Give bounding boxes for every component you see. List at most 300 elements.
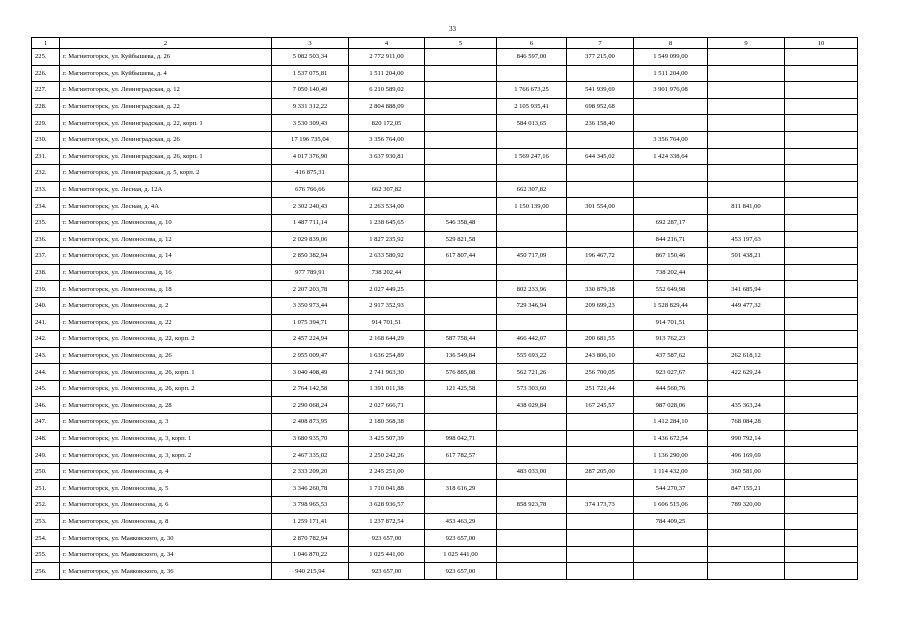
address-cell: г. Магнитогорск, ул. Куйбышева, д. 26 bbox=[60, 49, 272, 66]
row-number-cell: 243. bbox=[32, 347, 60, 364]
amount-cell: 789 320,00 bbox=[708, 497, 785, 514]
amount-cell: 3 350 973,44 bbox=[272, 297, 349, 314]
table-row bbox=[32, 347, 858, 364]
table-row bbox=[32, 380, 858, 397]
table-row bbox=[32, 65, 858, 82]
amount-cell bbox=[567, 131, 634, 148]
amount-cell bbox=[785, 347, 858, 364]
amount-cell: 587 758,44 bbox=[425, 331, 497, 348]
amount-cell bbox=[425, 198, 497, 215]
column-header: 4 bbox=[349, 38, 425, 49]
column-header: 3 bbox=[272, 38, 349, 49]
amount-cell: 1 238 645,65 bbox=[349, 214, 425, 231]
amount-cell: 676 766,66 bbox=[272, 181, 349, 198]
table-row bbox=[32, 430, 858, 447]
address-cell: г. Магнитогорск, ул. Ленинградская, д. 26 bbox=[60, 131, 272, 148]
amount-cell: 496 169,69 bbox=[708, 447, 785, 464]
amount-cell: 738 202,44 bbox=[349, 264, 425, 281]
amount-cell: 2 850 382,94 bbox=[272, 248, 349, 265]
row-number-cell: 244. bbox=[32, 364, 60, 381]
amount-cell: 196 467,72 bbox=[567, 248, 634, 265]
amount-cell: 483 033,00 bbox=[497, 463, 567, 480]
amount-cell: 2 772 911,00 bbox=[349, 49, 425, 66]
amount-cell bbox=[785, 414, 858, 431]
amount-cell: 1 412 284,10 bbox=[634, 414, 708, 431]
amount-cell: 802 233,96 bbox=[497, 281, 567, 298]
amount-cell: 562 721,26 bbox=[497, 364, 567, 381]
amount-cell bbox=[634, 98, 708, 115]
amount-cell: 1 528 829,44 bbox=[634, 297, 708, 314]
amount-cell: 662 307,82 bbox=[497, 181, 567, 198]
amount-cell bbox=[708, 264, 785, 281]
amount-cell bbox=[567, 563, 634, 580]
row-number-cell: 238. bbox=[32, 264, 60, 281]
amount-cell bbox=[708, 563, 785, 580]
row-number-cell: 253. bbox=[32, 513, 60, 530]
amount-cell: 200 681,55 bbox=[567, 331, 634, 348]
amount-cell bbox=[708, 181, 785, 198]
amount-cell: 330 879,38 bbox=[567, 281, 634, 298]
amount-cell: 4 017 376,90 bbox=[272, 148, 349, 165]
table-row bbox=[32, 447, 858, 464]
address-cell: г. Магнитогорск, ул. Ломоносова, д. 16 bbox=[60, 264, 272, 281]
table-row bbox=[32, 530, 858, 547]
address-cell: г. Магнитогорск, ул. Ломоносова, д. 14 bbox=[60, 248, 272, 265]
amount-cell: 2 029 839,06 bbox=[272, 231, 349, 248]
address-cell: г. Магнитогорск, ул. Куйбышева, д. 4 bbox=[60, 65, 272, 82]
amount-cell bbox=[425, 463, 497, 480]
table-row bbox=[32, 131, 858, 148]
amount-cell bbox=[567, 546, 634, 563]
amount-cell: 2 027 666,71 bbox=[349, 397, 425, 414]
row-number-cell: 249. bbox=[32, 447, 60, 464]
amount-cell: 1 710 041,88 bbox=[349, 480, 425, 497]
amount-cell bbox=[634, 546, 708, 563]
amount-cell: 867 150,46 bbox=[634, 248, 708, 265]
amount-cell bbox=[567, 530, 634, 547]
amount-cell: 3 901 976,08 bbox=[634, 82, 708, 99]
amount-cell: 1 046 870,22 bbox=[272, 546, 349, 563]
amount-cell bbox=[708, 98, 785, 115]
amount-cell bbox=[785, 447, 858, 464]
amount-cell: 923 657,00 bbox=[425, 563, 497, 580]
amount-cell bbox=[785, 530, 858, 547]
amount-cell: 2 804 888,09 bbox=[349, 98, 425, 115]
amount-cell: 2 764 142,58 bbox=[272, 380, 349, 397]
amount-cell: 1 025 441,00 bbox=[425, 546, 497, 563]
address-cell: г. Магнитогорск, ул. Ленинградская, д. 5, корп. 2 bbox=[60, 165, 272, 182]
amount-cell: 437 587,62 bbox=[634, 347, 708, 364]
row-number-cell: 252. bbox=[32, 497, 60, 514]
amount-cell: 617 782,57 bbox=[425, 447, 497, 464]
amount-cell: 844 216,71 bbox=[634, 231, 708, 248]
row-number-cell: 254. bbox=[32, 530, 60, 547]
amount-cell: 2 633 580,92 bbox=[349, 248, 425, 265]
amount-cell bbox=[425, 314, 497, 331]
amount-cell: 1 025 441,00 bbox=[349, 546, 425, 563]
amount-cell: 5 082 503,34 bbox=[272, 49, 349, 66]
amount-cell: 3 040 408,49 bbox=[272, 364, 349, 381]
amount-cell: 923 027,67 bbox=[634, 364, 708, 381]
amount-cell: 1 636 254,89 bbox=[349, 347, 425, 364]
amount-cell: 377 215,00 bbox=[567, 49, 634, 66]
amount-cell: 243 806,10 bbox=[567, 347, 634, 364]
amount-cell bbox=[497, 131, 567, 148]
amount-cell: 3 530 309,43 bbox=[272, 115, 349, 132]
amount-cell: 529 821,58 bbox=[425, 231, 497, 248]
amount-cell: 1 424 338,64 bbox=[634, 148, 708, 165]
amount-cell bbox=[425, 98, 497, 115]
amount-cell: 1 537 075,81 bbox=[272, 65, 349, 82]
row-number-cell: 226. bbox=[32, 65, 60, 82]
address-cell: г. Магнитогорск, ул. Лесная, д. 12А bbox=[60, 181, 272, 198]
amount-cell: 3 680 935,70 bbox=[272, 430, 349, 447]
amount-cell: 422 629,24 bbox=[708, 364, 785, 381]
row-number-cell: 230. bbox=[32, 131, 60, 148]
address-cell: г. Магнитогорск, ул. Ломоносова, д. 26 bbox=[60, 347, 272, 364]
amount-cell: 17 196 735,04 bbox=[272, 131, 349, 148]
amount-cell bbox=[497, 447, 567, 464]
row-number-cell: 246. bbox=[32, 397, 60, 414]
amount-cell: 3 637 930,81 bbox=[349, 148, 425, 165]
amount-cell bbox=[425, 165, 497, 182]
column-header: 8 bbox=[634, 38, 708, 49]
address-cell: г. Магнитогорск, ул. Лесная, д. 4А bbox=[60, 198, 272, 215]
amount-cell: 453 197,63 bbox=[708, 231, 785, 248]
amount-cell: 584 013,65 bbox=[497, 115, 567, 132]
amount-cell bbox=[785, 546, 858, 563]
amount-cell bbox=[708, 65, 785, 82]
amount-cell: 914 701,51 bbox=[349, 314, 425, 331]
table-row bbox=[32, 264, 858, 281]
amount-cell: 784 409,25 bbox=[634, 513, 708, 530]
row-number-cell: 248. bbox=[32, 430, 60, 447]
amount-cell: 435 363,24 bbox=[708, 397, 785, 414]
address-cell: г. Магнитогорск, ул. Ломоносова, д. 4 bbox=[60, 463, 272, 480]
amount-cell: 2 467 335,02 bbox=[272, 447, 349, 464]
amount-cell: 2 250 242,26 bbox=[349, 447, 425, 464]
address-cell: г. Магнитогорск, ул. Ленинградская, д. 12 bbox=[60, 82, 272, 99]
amount-cell: 121 425,58 bbox=[425, 380, 497, 397]
table-row bbox=[32, 397, 858, 414]
address-cell: г. Магнитогорск, ул. Маяковского, д. 34 bbox=[60, 546, 272, 563]
amount-cell bbox=[567, 181, 634, 198]
amount-cell bbox=[634, 181, 708, 198]
address-cell: г. Магнитогорск, ул. Ломоносова, д. 8 bbox=[60, 513, 272, 530]
amount-cell bbox=[708, 49, 785, 66]
row-number-cell: 236. bbox=[32, 231, 60, 248]
address-cell: г. Магнитогорск, ул. Ломоносова, д. 28 bbox=[60, 397, 272, 414]
table-row bbox=[32, 231, 858, 248]
amount-cell: 1 606 515,06 bbox=[634, 497, 708, 514]
amount-cell bbox=[634, 198, 708, 215]
row-number-cell: 235. bbox=[32, 214, 60, 231]
amount-cell: 923 657,00 bbox=[349, 530, 425, 547]
amount-cell: 2 180 368,38 bbox=[349, 414, 425, 431]
amount-cell bbox=[634, 563, 708, 580]
amount-cell bbox=[567, 447, 634, 464]
amount-cell: 1 511 204,00 bbox=[349, 65, 425, 82]
amount-cell bbox=[567, 231, 634, 248]
amount-cell bbox=[567, 264, 634, 281]
amount-cell bbox=[425, 65, 497, 82]
amount-cell bbox=[708, 530, 785, 547]
amount-cell bbox=[567, 314, 634, 331]
amount-cell bbox=[567, 165, 634, 182]
amount-cell bbox=[425, 181, 497, 198]
amount-cell: 444 560,76 bbox=[634, 380, 708, 397]
table-row bbox=[32, 513, 858, 530]
amount-cell bbox=[349, 165, 425, 182]
table-row bbox=[32, 563, 858, 580]
amount-cell bbox=[425, 115, 497, 132]
amount-cell bbox=[785, 463, 858, 480]
row-number-cell: 239. bbox=[32, 281, 60, 298]
amount-cell bbox=[425, 397, 497, 414]
amount-cell bbox=[785, 397, 858, 414]
amount-cell: 360 581,00 bbox=[708, 463, 785, 480]
amount-cell bbox=[567, 214, 634, 231]
address-cell: г. Магнитогорск, ул. Ломоносова, д. 12 bbox=[60, 231, 272, 248]
row-number-cell: 251. bbox=[32, 480, 60, 497]
amount-cell bbox=[567, 65, 634, 82]
row-number-cell: 255. bbox=[32, 546, 60, 563]
table-row bbox=[32, 148, 858, 165]
amount-cell bbox=[785, 115, 858, 132]
table-body bbox=[32, 49, 858, 580]
address-cell: г. Магнитогорск, ул. Ломоносова, д. 26, корп. 2 bbox=[60, 380, 272, 397]
amount-cell bbox=[497, 513, 567, 530]
amount-cell: 738 202,44 bbox=[634, 264, 708, 281]
amount-cell bbox=[634, 530, 708, 547]
amount-cell: 256 700,05 bbox=[567, 364, 634, 381]
amount-cell bbox=[708, 131, 785, 148]
table-row bbox=[32, 297, 858, 314]
amount-cell: 1 827 235,92 bbox=[349, 231, 425, 248]
amount-cell bbox=[708, 331, 785, 348]
amount-cell: 847 155,21 bbox=[708, 480, 785, 497]
amount-cell: 2 917 352,93 bbox=[349, 297, 425, 314]
amount-cell: 262 618,12 bbox=[708, 347, 785, 364]
table-row bbox=[32, 49, 858, 66]
amount-cell: 450 717,09 bbox=[497, 248, 567, 265]
amount-cell: 977 789,91 bbox=[272, 264, 349, 281]
table-row bbox=[32, 98, 858, 115]
column-header: 10 bbox=[785, 38, 858, 49]
address-cell: г. Магнитогорск, ул. Ломоносова, д. 3, корп. 1 bbox=[60, 430, 272, 447]
amount-cell: 438 029,84 bbox=[497, 397, 567, 414]
amount-cell: 552 649,98 bbox=[634, 281, 708, 298]
amount-cell: 923 657,00 bbox=[425, 530, 497, 547]
table-row bbox=[32, 281, 858, 298]
address-cell: г. Магнитогорск, ул. Ленинградская, д. 26, корп. 1 bbox=[60, 148, 272, 165]
column-header: 1 bbox=[32, 38, 60, 49]
amount-cell: 913 762,23 bbox=[634, 331, 708, 348]
amount-cell: 1 511 204,00 bbox=[634, 65, 708, 82]
row-number-cell: 228. bbox=[32, 98, 60, 115]
amount-cell: 2 168 644,29 bbox=[349, 331, 425, 348]
amount-cell: 136 549,84 bbox=[425, 347, 497, 364]
amount-cell: 7 050 140,49 bbox=[272, 82, 349, 99]
row-number-cell: 231. bbox=[32, 148, 60, 165]
amount-cell bbox=[497, 314, 567, 331]
address-cell: г. Магнитогорск, ул. Ленинградская, д. 22 bbox=[60, 98, 272, 115]
amount-cell: 2 870 782,94 bbox=[272, 530, 349, 547]
amount-cell: 544 270,37 bbox=[634, 480, 708, 497]
amount-cell bbox=[785, 248, 858, 265]
row-number-cell: 245. bbox=[32, 380, 60, 397]
amount-cell: 662 307,82 bbox=[349, 181, 425, 198]
amount-cell bbox=[785, 49, 858, 66]
amount-cell bbox=[425, 131, 497, 148]
amount-cell bbox=[785, 430, 858, 447]
amount-cell: 3 425 507,39 bbox=[349, 430, 425, 447]
amount-cell: 573 303,60 bbox=[497, 380, 567, 397]
amount-cell: 287 205,00 bbox=[567, 463, 634, 480]
amount-cell: 2 263 534,00 bbox=[349, 198, 425, 215]
amount-cell: 1 075 394,71 bbox=[272, 314, 349, 331]
amount-cell bbox=[497, 530, 567, 547]
amount-cell bbox=[785, 131, 858, 148]
amount-cell: 501 438,21 bbox=[708, 248, 785, 265]
amount-cell: 2 741 963,30 bbox=[349, 364, 425, 381]
address-cell: г. Магнитогорск, ул. Ломоносова, д. 26, корп. 1 bbox=[60, 364, 272, 381]
amount-cell: 453 463,29 bbox=[425, 513, 497, 530]
amount-cell: 1 259 171,41 bbox=[272, 513, 349, 530]
amount-cell bbox=[785, 513, 858, 530]
amount-cell bbox=[785, 198, 858, 215]
amount-cell bbox=[785, 497, 858, 514]
amount-cell bbox=[785, 264, 858, 281]
amount-cell: 209 699,23 bbox=[567, 297, 634, 314]
amount-cell bbox=[497, 264, 567, 281]
address-cell: г. Магнитогорск, ул. Ломоносова, д. 3, корп. 2 bbox=[60, 447, 272, 464]
column-header: 9 bbox=[708, 38, 785, 49]
amount-cell: 2 457 224,94 bbox=[272, 331, 349, 348]
amount-cell bbox=[425, 148, 497, 165]
amount-cell: 2 207 203,78 bbox=[272, 281, 349, 298]
amount-cell: 416 875,31 bbox=[272, 165, 349, 182]
table-row bbox=[32, 546, 858, 563]
row-number-cell: 237. bbox=[32, 248, 60, 265]
address-cell: г. Магнитогорск, ул. Ломоносова, д. 22, корп. 2 bbox=[60, 331, 272, 348]
amount-cell bbox=[785, 82, 858, 99]
amount-cell bbox=[708, 380, 785, 397]
amount-cell: 846 597,00 bbox=[497, 49, 567, 66]
amount-cell: 318 616,29 bbox=[425, 480, 497, 497]
amount-cell: 251 721,44 bbox=[567, 380, 634, 397]
row-number-cell: 247. bbox=[32, 414, 60, 431]
amount-cell bbox=[567, 480, 634, 497]
amount-cell: 1 237 872,54 bbox=[349, 513, 425, 530]
address-cell: г. Магнитогорск, ул. Маяковского, д. 30 bbox=[60, 530, 272, 547]
amount-cell bbox=[785, 165, 858, 182]
table-row bbox=[32, 165, 858, 182]
amount-cell bbox=[785, 297, 858, 314]
amount-cell bbox=[497, 563, 567, 580]
amount-cell bbox=[425, 497, 497, 514]
amount-cell: 617 807,44 bbox=[425, 248, 497, 265]
amount-cell bbox=[785, 331, 858, 348]
amount-cell bbox=[708, 165, 785, 182]
amount-cell: 576 885,08 bbox=[425, 364, 497, 381]
row-number-cell: 232. bbox=[32, 165, 60, 182]
table-row bbox=[32, 414, 858, 431]
amount-cell: 301 554,00 bbox=[567, 198, 634, 215]
table-row bbox=[32, 248, 858, 265]
row-number-cell: 240. bbox=[32, 297, 60, 314]
amount-cell: 1 150 139,00 bbox=[497, 198, 567, 215]
table-row bbox=[32, 331, 858, 348]
amount-cell: 541 939,69 bbox=[567, 82, 634, 99]
address-cell: г. Магнитогорск, ул. Ломоносова, д. 22 bbox=[60, 314, 272, 331]
address-cell: г. Магнитогорск, ул. Маяковского, д. 36 bbox=[60, 563, 272, 580]
column-header: 2 bbox=[60, 38, 272, 49]
amount-cell: 449 477,32 bbox=[708, 297, 785, 314]
amount-cell: 990 792,14 bbox=[708, 430, 785, 447]
table-row bbox=[32, 497, 858, 514]
amount-cell bbox=[425, 264, 497, 281]
table-row bbox=[32, 198, 858, 215]
amount-cell: 3 346 260,78 bbox=[272, 480, 349, 497]
amount-cell bbox=[497, 546, 567, 563]
address-cell: г. Магнитогорск, ул. Ломоносова, д. 2 bbox=[60, 297, 272, 314]
amount-cell bbox=[497, 231, 567, 248]
amount-cell bbox=[785, 314, 858, 331]
amount-cell: 1 549 099,00 bbox=[634, 49, 708, 66]
amount-cell bbox=[425, 297, 497, 314]
amount-cell bbox=[634, 165, 708, 182]
amount-cell bbox=[497, 165, 567, 182]
amount-cell bbox=[567, 414, 634, 431]
row-number-cell: 233. bbox=[32, 181, 60, 198]
amount-cell bbox=[785, 65, 858, 82]
amount-cell: 3 798 965,53 bbox=[272, 497, 349, 514]
row-number-cell: 227. bbox=[32, 82, 60, 99]
amount-cell bbox=[567, 430, 634, 447]
amount-cell bbox=[497, 414, 567, 431]
amount-cell: 914 701,51 bbox=[634, 314, 708, 331]
amount-cell: 1 766 673,25 bbox=[497, 82, 567, 99]
amount-cell bbox=[785, 231, 858, 248]
column-header: 6 bbox=[497, 38, 567, 49]
amount-cell: 698 952,68 bbox=[567, 98, 634, 115]
amount-cell bbox=[425, 414, 497, 431]
amount-cell bbox=[425, 49, 497, 66]
address-cell: г. Магнитогорск, ул. Ленинградская, д. 22, корп. 1 bbox=[60, 115, 272, 132]
amount-cell: 644 345,02 bbox=[567, 148, 634, 165]
amount-cell bbox=[785, 98, 858, 115]
amount-cell: 374 173,73 bbox=[567, 497, 634, 514]
amount-cell: 3 356 764,00 bbox=[634, 131, 708, 148]
amount-cell bbox=[708, 214, 785, 231]
amount-cell: 820 172,05 bbox=[349, 115, 425, 132]
amount-cell: 1 391 011,38 bbox=[349, 380, 425, 397]
table-row bbox=[32, 214, 858, 231]
amount-cell: 466 442,07 bbox=[497, 331, 567, 348]
row-number-cell: 241. bbox=[32, 314, 60, 331]
amount-cell: 2 105 935,41 bbox=[497, 98, 567, 115]
amount-cell bbox=[708, 82, 785, 99]
amount-cell: 2 290 068,24 bbox=[272, 397, 349, 414]
amount-cell: 811 841,00 bbox=[708, 198, 785, 215]
row-number-cell: 229. bbox=[32, 115, 60, 132]
amount-cell: 1 487 711,14 bbox=[272, 214, 349, 231]
amount-cell bbox=[708, 546, 785, 563]
amount-cell bbox=[785, 480, 858, 497]
amount-cell: 546 358,48 bbox=[425, 214, 497, 231]
amount-cell bbox=[785, 148, 858, 165]
